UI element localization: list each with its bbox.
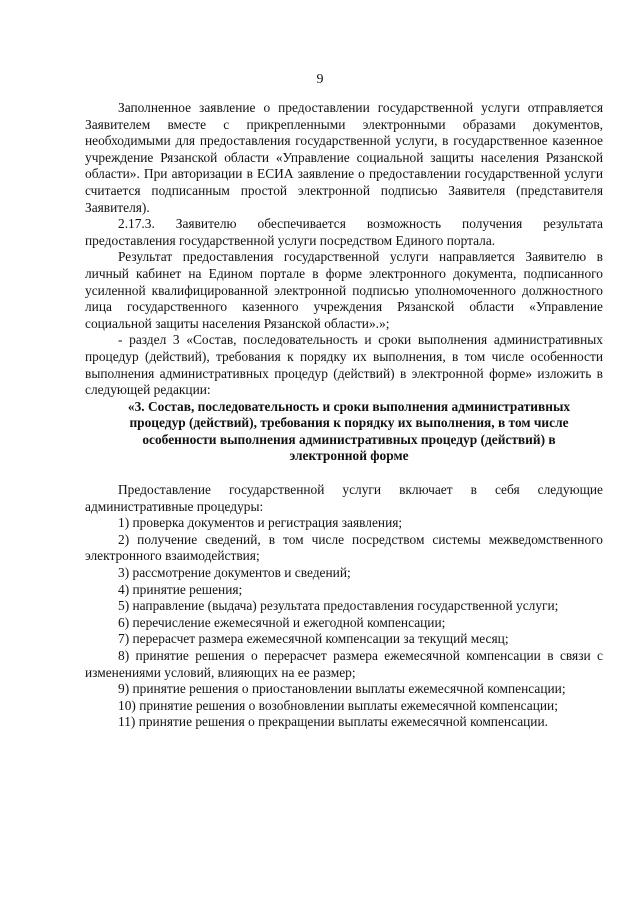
procedure-item: 5) направление (выдача) результата предоставления государственной услуги;: [118, 598, 559, 614]
procedure-item: 6) перечисление ежемесячной и ежегодной компенсации;: [118, 614, 446, 630]
procedure-item: 2) получение сведений, в том числе посредством системы межведомственного электронного взаимодействия;: [85, 531, 603, 564]
paragraph-result-delivery: Результат предоставления государственной услуги направляется Заявителю в личный кабинет на Едином портале в форме электронного документа, подписанного усиленной квалифицированной электронной подписью уполномоченного должностного лица государственного казенного учреждения Рязанской области «Управление социальной защиты населения Рязанской области».»;: [85, 249, 603, 331]
paragraph-section-3-amendment: - раздел 3 «Состав, последовательность и сроки выполнения административных процедур (действий), требования к порядку их выполнения, в том числе особенности выполнения административных процедур (действий) в электронной форме» изложить в следующей редакции:: [85, 332, 603, 398]
procedure-item: 8) принятие решения о перерасчет размера ежемесячной компенсации в связи с изменениями условий, влияющих на ее размер;: [85, 648, 603, 680]
procedure-item: 7) перерасчет размера ежемесячной компенсации за текущий месяц;: [118, 631, 509, 647]
procedure-item: 10) принятие решения о возобновлении выплаты ежемесячной компенсации;: [118, 697, 558, 713]
procedures-intro: Предоставление государственной услуги включает в себя следующие административные процедуры:: [85, 482, 603, 514]
procedure-item: 4) принятие решения;: [118, 581, 243, 597]
procedure-item: 11) принятие решения о прекращении выплаты ежемесячной компенсации.: [118, 714, 548, 730]
paragraph-application-sending: Заполненное заявление о предоставлении государственной услуги отправляется Заявителем вместе с прикрепленными электронными образами документов, необходимыми для предоставления государственной услуги, в государственное казенное учреждение Рязанской области «Управление социальной защиты населения Рязанской области». При авторизации в ЕСИА заявление о предоставлении государственной услуги считается подписанным простой электронной подписью Заявителя (представителя Заявителя).: [85, 100, 603, 215]
procedure-item: 9) принятие решения о приостановлении выплаты ежемесячной компенсации;: [118, 681, 566, 697]
page-number: 9: [316, 72, 324, 87]
procedure-item: 3) рассмотрение документов и сведений;: [118, 565, 351, 581]
paragraph-2-17-3: 2.17.3. Заявителю обеспечивается возможность получения результата предоставления государственной услуги посредством Единого портала.: [85, 216, 603, 248]
procedure-item: 1) проверка документов и регистрация заявления;: [118, 515, 403, 531]
section-heading: «3. Состав, последовательность и сроки выполнения административных процедур (действий), требования к порядку их выполнения, в том числе особенности выполнения административных процедур (действий) в электронной форме: [127, 398, 571, 464]
spacer: [85, 465, 603, 482]
document-body: [85, 100, 603, 731]
